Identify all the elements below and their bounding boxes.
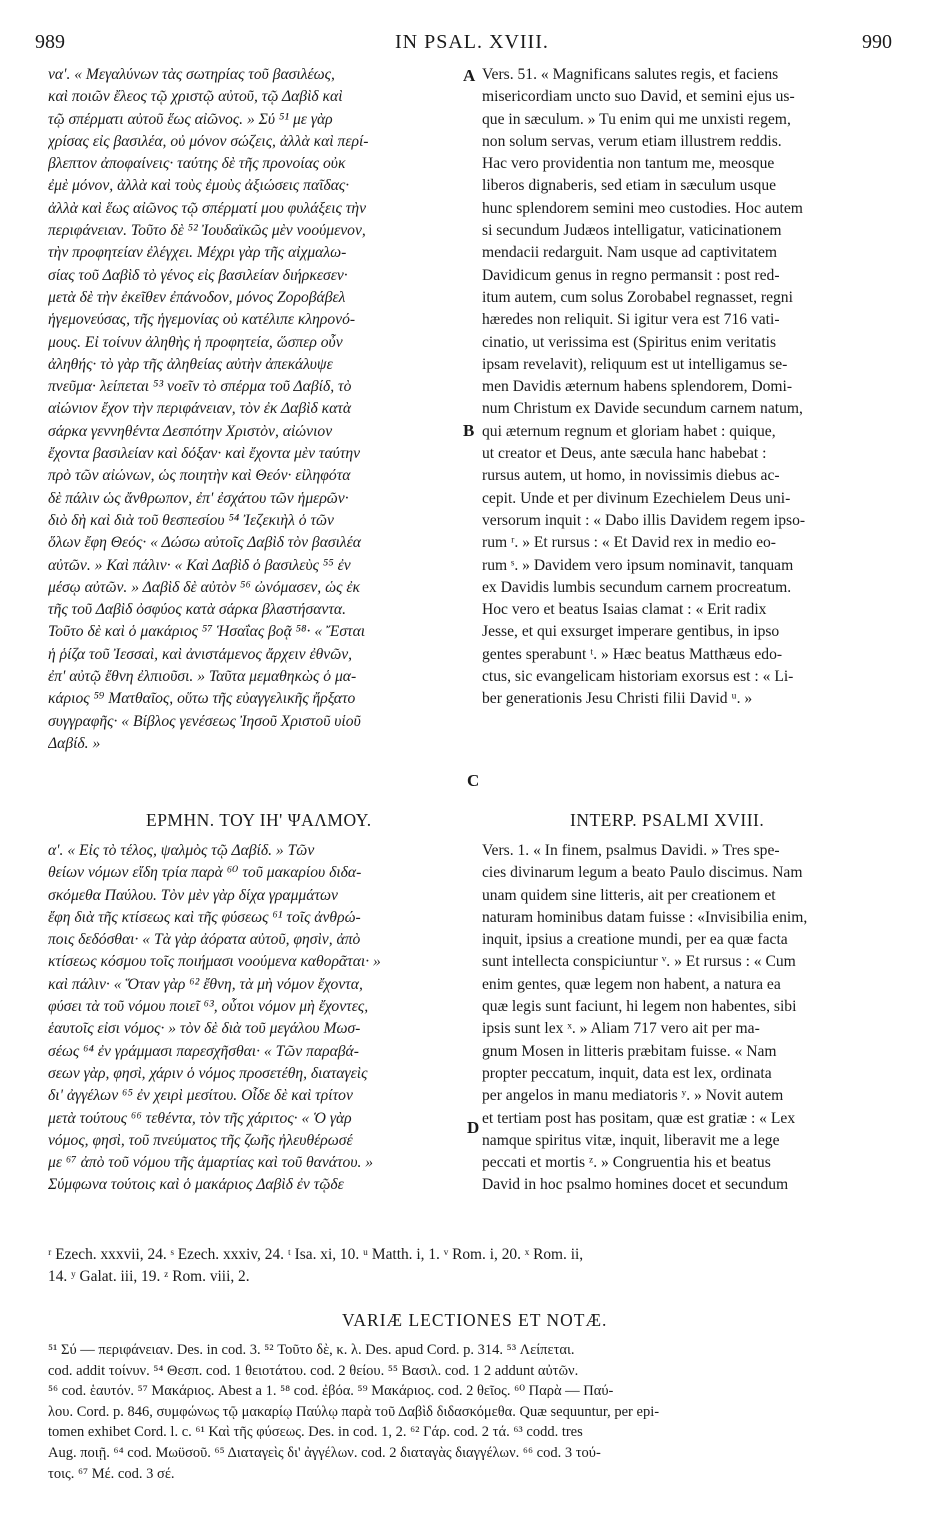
text-line: cepit. Unde et per divinum Ezechielem Deus uni- — [482, 489, 791, 507]
text-line: 14. ʸ Galat. iii, 19. ᶻ Rom. viii, 2. — [48, 1268, 250, 1285]
text-line: Τοῦτο δὲ καὶ ὁ μακάριος ⁵⁷ Ἡσαΐας βοᾷ ⁵⁸· « Ἔσται — [48, 623, 366, 641]
text-line: sunt intellecta conspiciuntur ᵛ. » Et rursus : « Cum — [482, 953, 796, 971]
text-line: itum autem, cum solus Zorobabel regnasset, regni — [482, 288, 793, 306]
text-line: σάρκα γεννηθέντα Δεσπότην Χριστὸν, αἰώνιον — [48, 422, 333, 440]
text-line: κάριος ⁵⁹ Ματθαῖος, οὕτω τῆς εὐαγγελικῆς ἤρξατο — [48, 690, 356, 708]
text-line: liberos dignaberis, sed etiam in sæculum usque — [482, 177, 777, 195]
text-line: ʳ Ezech. xxxvii, 24. ˢ Ezech. xxxiv, 24. ᵗ Isa. xi, 10. ᵘ Matth. i, 1. ᵛ Rom. i, 20. ˣ Rom. ii, — [48, 1246, 584, 1263]
text-line: ex Davidis lumbis secundum carnem procreatum. — [482, 578, 792, 596]
text-line: ⁵¹ Σύ — περιφάνειαν. Des. in cod. 3. ⁵² Τοῦτο δὲ, κ. λ. Des. apud Cord. p. 314. ⁵³ Λείπεται. — [48, 1342, 575, 1358]
text-line: Jesse, et qui exsurget imperare gentibus, in ipso — [482, 623, 780, 641]
text-line: συγγραφῆς· « Βίβλος γενέσεως Ἰησοῦ Χριστοῦ υἱοῦ — [48, 712, 361, 730]
text-line: ἐμὲ μόνον, ἀλλὰ καὶ τοὺς ἐμοὺς ἀξιώσεις παῖδας· — [48, 177, 350, 195]
text-line: rursus autem, ut homo, in novissimis diebus ac- — [482, 467, 780, 485]
text-line: βλεπτον ἀποφαίνεις· ταύτης δὲ τῆς προνοίας οὐκ — [48, 155, 346, 173]
text-line: ipsam revelavit), reliquum est ut intelligamus se- — [482, 355, 788, 373]
text-line: que in sæculum. » Tu enim qui me unxisti regem, — [482, 110, 791, 128]
text-line: ἔχοντα βασιλείαν καὶ δόξαν· καὶ ἔχοντα μὲν ταύτην — [48, 445, 361, 463]
text-line: men Davidis æternum habens splendorem, Domi- — [482, 378, 793, 396]
text-line: si secundum Judæos intelligatur, vaticinationem — [482, 222, 782, 240]
text-line: Hoc vero et beatus Isaias clamat : « Erit radix — [482, 601, 767, 619]
margin-letter-c: C — [467, 771, 480, 790]
text-line: unam quidem sine litteris, ait per creationem et — [482, 886, 776, 904]
text-line: Vers. 51. « Magnificans salutes regis, et faciens — [482, 66, 779, 83]
text-line: ποις δεδόσθαι· « Τὰ γὰρ ἀόρατα αὐτοῦ, φησὶν, ἀπὸ — [48, 931, 361, 949]
latin-section-heading: INTERP. PSALMI XVIII. — [570, 810, 765, 830]
text-line: ἔφη διὰ τῆς κτίσεως καὶ τῆς φύσεως ⁶¹ τοῖς ἀνθρώ- — [48, 908, 361, 926]
greek-section-heading: ΕΡΜΗΝ. ΤΟΥ ΙΗ' ΨΑΛΜΟΥ. — [146, 810, 372, 830]
text-line: ἑαυτοῖς εἰσι νόμος· » τὸν δὲ διὰ τοῦ μεγάλου Μωσ- — [48, 1020, 361, 1038]
text-line: ctus, sic evangelicam historiam exorsus est : « Li- — [482, 668, 794, 686]
text-line: gentes sperabunt ᵗ. » Hæc beatus Matthæus edo- — [482, 645, 783, 663]
text-line: per angelos in manu mediatoris ʸ. » Novit autem — [482, 1087, 784, 1105]
text-line: Vers. 1. « In finem, psalmus Davidi. » Tres spe- — [482, 842, 780, 859]
text-line: δὲ πάλιν ὡς ἄνθρωπον, ἐπ' ἐσχάτου τῶν ἡμερῶν· — [48, 489, 349, 507]
text-line: δι' ἀγγέλων ⁶⁵ ἐν χειρὶ μεσίτου. Οἶδε δὲ καὶ τρίτον — [48, 1087, 353, 1105]
text-line: misericordiam uncto suo David, et semini ejus us- — [482, 88, 795, 106]
text-line: mendacii redarguit. Nam usque ad captivitatem — [482, 244, 778, 262]
page-number-right: 990 — [862, 31, 892, 53]
text-line: σεων γὰρ, φησὶ, χάριν ὁ νόμος προσετέθη, διαταγεὶς — [48, 1064, 368, 1082]
text-line: Davidicum genus in regno permansit : post red- — [482, 266, 780, 284]
text-line: et tertiam post has positam, quæ est gratiæ : « Lex — [482, 1109, 796, 1127]
text-line: με ⁶⁷ ἀπὸ τοῦ νόμου τῆς ἁμαρτίας καὶ τοῦ θανάτου. » — [48, 1154, 374, 1172]
text-line: ἀληθής· τὸ γὰρ τῆς ἀληθείας αὐτὴν ἀπεκάλυψε — [48, 355, 333, 373]
text-line: μους. Εἰ τοίνυν ἀληθὴς ἡ προφητεία, ὥσπερ οὖν — [48, 333, 343, 351]
text-line: namque spiritus vitæ, inquit, liberavit me a lege — [482, 1131, 780, 1149]
text-line: hunc splendorem semini meo custodies. Hoc autem — [482, 199, 803, 217]
text-line: σέως ⁶⁴ ἐν γράμμασι παρεσχῆσθαι· « Τῶν παραβά- — [48, 1042, 359, 1060]
text-line: hæredes non reliquit. Si igitur vera est 716 vati- — [482, 311, 780, 329]
text-line: κτίσεως κόσμου τοῖς ποιήμασι νοούμενα καθορᾶται· » — [48, 953, 381, 971]
text-line: σίας τοῦ Δαβὶδ τὸ γένος εἰς βασιλείαν διήρκεσεν· — [48, 266, 348, 284]
text-line: num Christum ex Davide secundum carnem natum, — [482, 400, 803, 418]
text-line: rum ʳ. » Et rursus : « Et David rex in medio eo- — [482, 534, 776, 552]
text-line: tomen exhibet Cord. l. c. ⁶¹ Καὶ τῆς φύσεως. Des. in cod. 1, 2. ⁶² Γάρ. cod. 2 τά. ⁶³ codd. tres — [48, 1424, 583, 1441]
running-title: IN PSAL. XVIII. — [395, 31, 549, 53]
text-line: ipsis sunt lex ˣ. » Aliam 717 vero ait per ma- — [482, 1020, 760, 1038]
text-line: θείων νόμων εἴδη τρία παρὰ ⁶⁰ τοῦ μακαρίου διδα- — [48, 864, 362, 882]
text-line: τῷ σπέρματι αὐτοῦ ἕως αἰῶνος. » Σύ ⁵¹ με γὰρ — [48, 110, 333, 128]
text-line: quæ legis sunt faciunt, hi legem non habentes, sibi — [482, 998, 797, 1016]
text-line: φύσει τὰ τοῦ νόμου ποιεῖ ⁶³, οὗτοι νόμον μὴ ἔχοντες, — [48, 998, 369, 1016]
text-line: cinatio, ut verissima est (Spiritus enim veritatis — [482, 333, 777, 351]
text-line: λου. Cord. p. 846, συμφώνως τῷ μακαρίῳ Παύλῳ παρὰ τοῦ Δαβὶδ διδασκόμεθα. Quæ sequuntur, per epi- — [48, 1403, 660, 1420]
text-line: μέσῳ αὐτῶν. » Δαβὶδ δὲ αὐτὸν ⁵⁶ ὠνόμασεν, ὡς ἐκ — [48, 578, 360, 596]
variae-notes — [48, 1340, 900, 1484]
text-line: non solum servas, verum etiam illustrem reddis. — [482, 132, 782, 150]
text-line: πνεῦμα· λείπεται ⁵³ νοεῖν τὸ σπέρμα τοῦ Δαβίδ, τὸ — [48, 378, 352, 396]
text-line: Δαβίδ. » — [48, 734, 101, 752]
margin-letter-b: B — [463, 421, 475, 440]
margin-letter-d: D — [467, 1118, 480, 1137]
text-line: καὶ ποιῶν ἔλεος τῷ χριστῷ αὐτοῦ, τῷ Δαβὶδ καὶ — [48, 88, 343, 106]
text-line: πρὸ τῶν αἰώνων, ὡς ποιητὴν καὶ Θεόν· εἰληφότα — [48, 467, 351, 485]
text-line: τὴν προφητείαν ἐλέγχει. Μέχρι γὰρ τῆς αἰχμαλω- — [48, 244, 347, 262]
text-line: ber generationis Jesu Christi filii David ᵘ. » — [482, 690, 753, 708]
text-line: Aug. ποιῇ. ⁶⁴ cod. Μωϋσοῦ. ⁶⁵ Διαταγεὶς δι' ἀγγέλων. cod. 2 διαταγὰς διαγγέλων. ⁶⁶ cod. 3 τού- — [48, 1444, 601, 1461]
greek-column-2 — [48, 840, 460, 1197]
text-line: ἡ ῥίζα τοῦ Ἰεσσαὶ, καὶ ἀνιστάμενος ἄρχειν ἐθνῶν, — [48, 645, 353, 663]
latin-column-2 — [482, 840, 900, 1197]
text-line: νόμος, φησὶ, τοῦ πνεύματος τῆς ζωῆς ἠλευθέρωσέ — [48, 1131, 353, 1149]
text-line: τῆς τοῦ Δαβὶδ ὀσφύος κατὰ σάρκα βλαστήσαντα. — [48, 601, 347, 619]
text-line: ἐπ' αὐτῷ ἔθνη ἐλπιοῦσι. » Ταῦτα μεμαθηκὼς ὁ μα- — [48, 668, 357, 686]
text-line: διὸ δὴ καὶ διὰ τοῦ θεσπεσίου ⁵⁴ Ἰεζεκιὴλ ὁ τῶν — [48, 511, 334, 529]
text-line: gnum Mosen in litteris præbitam fuisse. « Nam — [482, 1042, 777, 1060]
text-line: rum ˢ. » Davidem vero ipsum nominavit, tanquam — [482, 556, 794, 574]
variae-heading: VARIÆ LECTIONES ET NOTÆ. — [342, 1310, 608, 1330]
text-line: α'. « Εἰς τὸ τέλος, ψαλμὸς τῷ Δαβίδ. » Τῶν — [48, 842, 315, 859]
text-line: qui æternum regnum et gloriam habet : quique, — [482, 422, 776, 440]
text-line: peccati et mortis ᶻ. » Congruentia his et beatus — [482, 1154, 771, 1172]
text-line: Hac vero providentia non tantum me, meosque — [482, 155, 775, 173]
text-line: ut creator et Deus, ante sæcula hanc habebat : — [482, 445, 767, 463]
text-line: inquit, ipsius a creatione mundi, per ea quæ facta — [482, 931, 788, 949]
text-line: enim gentes, quæ legem non habent, a natura ea — [482, 975, 781, 993]
text-line: propter peccatum, inquit, data est lex, ordinata — [482, 1064, 772, 1082]
text-line: αἰώνιον ἔχον τὴν περιφάνειαν, τὸν ἐκ Δαβὶδ κατὰ — [48, 400, 352, 418]
text-line: ⁵⁶ cod. ἑαυτόν. ⁵⁷ Μακάριος. Abest a 1. ⁵⁸ cod. ἐβόα. ⁵⁹ Μακάριος. cod. 2 θεῖος. ⁶⁰ Παρὰ — Παύ- — [48, 1383, 614, 1400]
text-line: να'. « Μεγαλύνων τὰς σωτηρίας τοῦ βασιλέως, — [48, 66, 335, 83]
greek-column-1 — [48, 64, 460, 755]
text-line: μετὰ τούτους ⁶⁶ τεθέντα, τὸν τῆς χάριτος· « Ὁ γὰρ — [48, 1109, 352, 1127]
text-line: αὐτῶν. » Καὶ πάλιν· « Καὶ Δαβὶδ ὁ βασιλεὺς ⁵⁵ ἐν — [48, 556, 351, 574]
text-line: σκόμεθα Παύλου. Τὸν μὲν γὰρ δίχα γραμμάτων — [48, 886, 338, 904]
text-line: ἀλλὰ καὶ ἕως αἰῶνος τῷ σπέρματί μου φυλάξεις τὴν — [48, 199, 366, 217]
margin-letter-a: A — [463, 66, 476, 85]
text-line: cod. addit τοίνυν. ⁵⁴ Θεσπ. cod. 1 θειοτάτου. cod. 2 θείου. ⁵⁵ Βασιλ. cod. 1 2 addunt αὐτῶν. — [48, 1362, 579, 1379]
text-line: Σύμφωνα τούτοις καὶ ὁ μακάριος Δαβὶδ ἐν τῷδε — [48, 1176, 344, 1194]
text-line: μετὰ δὲ τὴν ἐκεῖθεν ἐπάνοδον, μόνος Ζοροβάβελ — [48, 288, 346, 306]
text-line: τοις. ⁶⁷ Μέ. cod. 3 σέ. — [48, 1465, 175, 1482]
latin-column-1 — [482, 64, 900, 711]
scripture-footnotes — [48, 1244, 900, 1288]
text-line: ἡγεμονεύσας, τῆς ἡγεμονίας οὐ κατέλιπε κληρονό- — [48, 311, 356, 329]
text-line: David in hoc psalmo homines docet et secundum — [482, 1176, 789, 1194]
page-number-left: 989 — [35, 31, 65, 53]
text-line: χρίσας εἰς βασιλέα, οὐ μόνον σώζεις, ἀλλὰ καὶ περί- — [48, 132, 369, 150]
text-line: ὅλων ἔφη Θεός· « Δώσω αὐτοῖς Δαβὶδ τὸν βασιλέα — [48, 534, 361, 552]
text-line: καὶ πάλιν· « Ὅταν γὰρ ⁶² ἔθνη, τὰ μὴ νόμον ἔχοντα, — [48, 975, 363, 993]
text-line: cies divinarum legum a beato Paulo discimus. Nam — [482, 864, 803, 882]
text-line: περιφάνειαν. Τοῦτο δὲ ⁵² Ἰουδαϊκῶς μὲν νοούμενον, — [48, 222, 366, 240]
text-line: versorum inquit : « Dabo illis Davidem regem ipso- — [482, 511, 806, 529]
text-line: naturam hominibus datam fuisse : «Invisibilia enim, — [482, 908, 808, 926]
